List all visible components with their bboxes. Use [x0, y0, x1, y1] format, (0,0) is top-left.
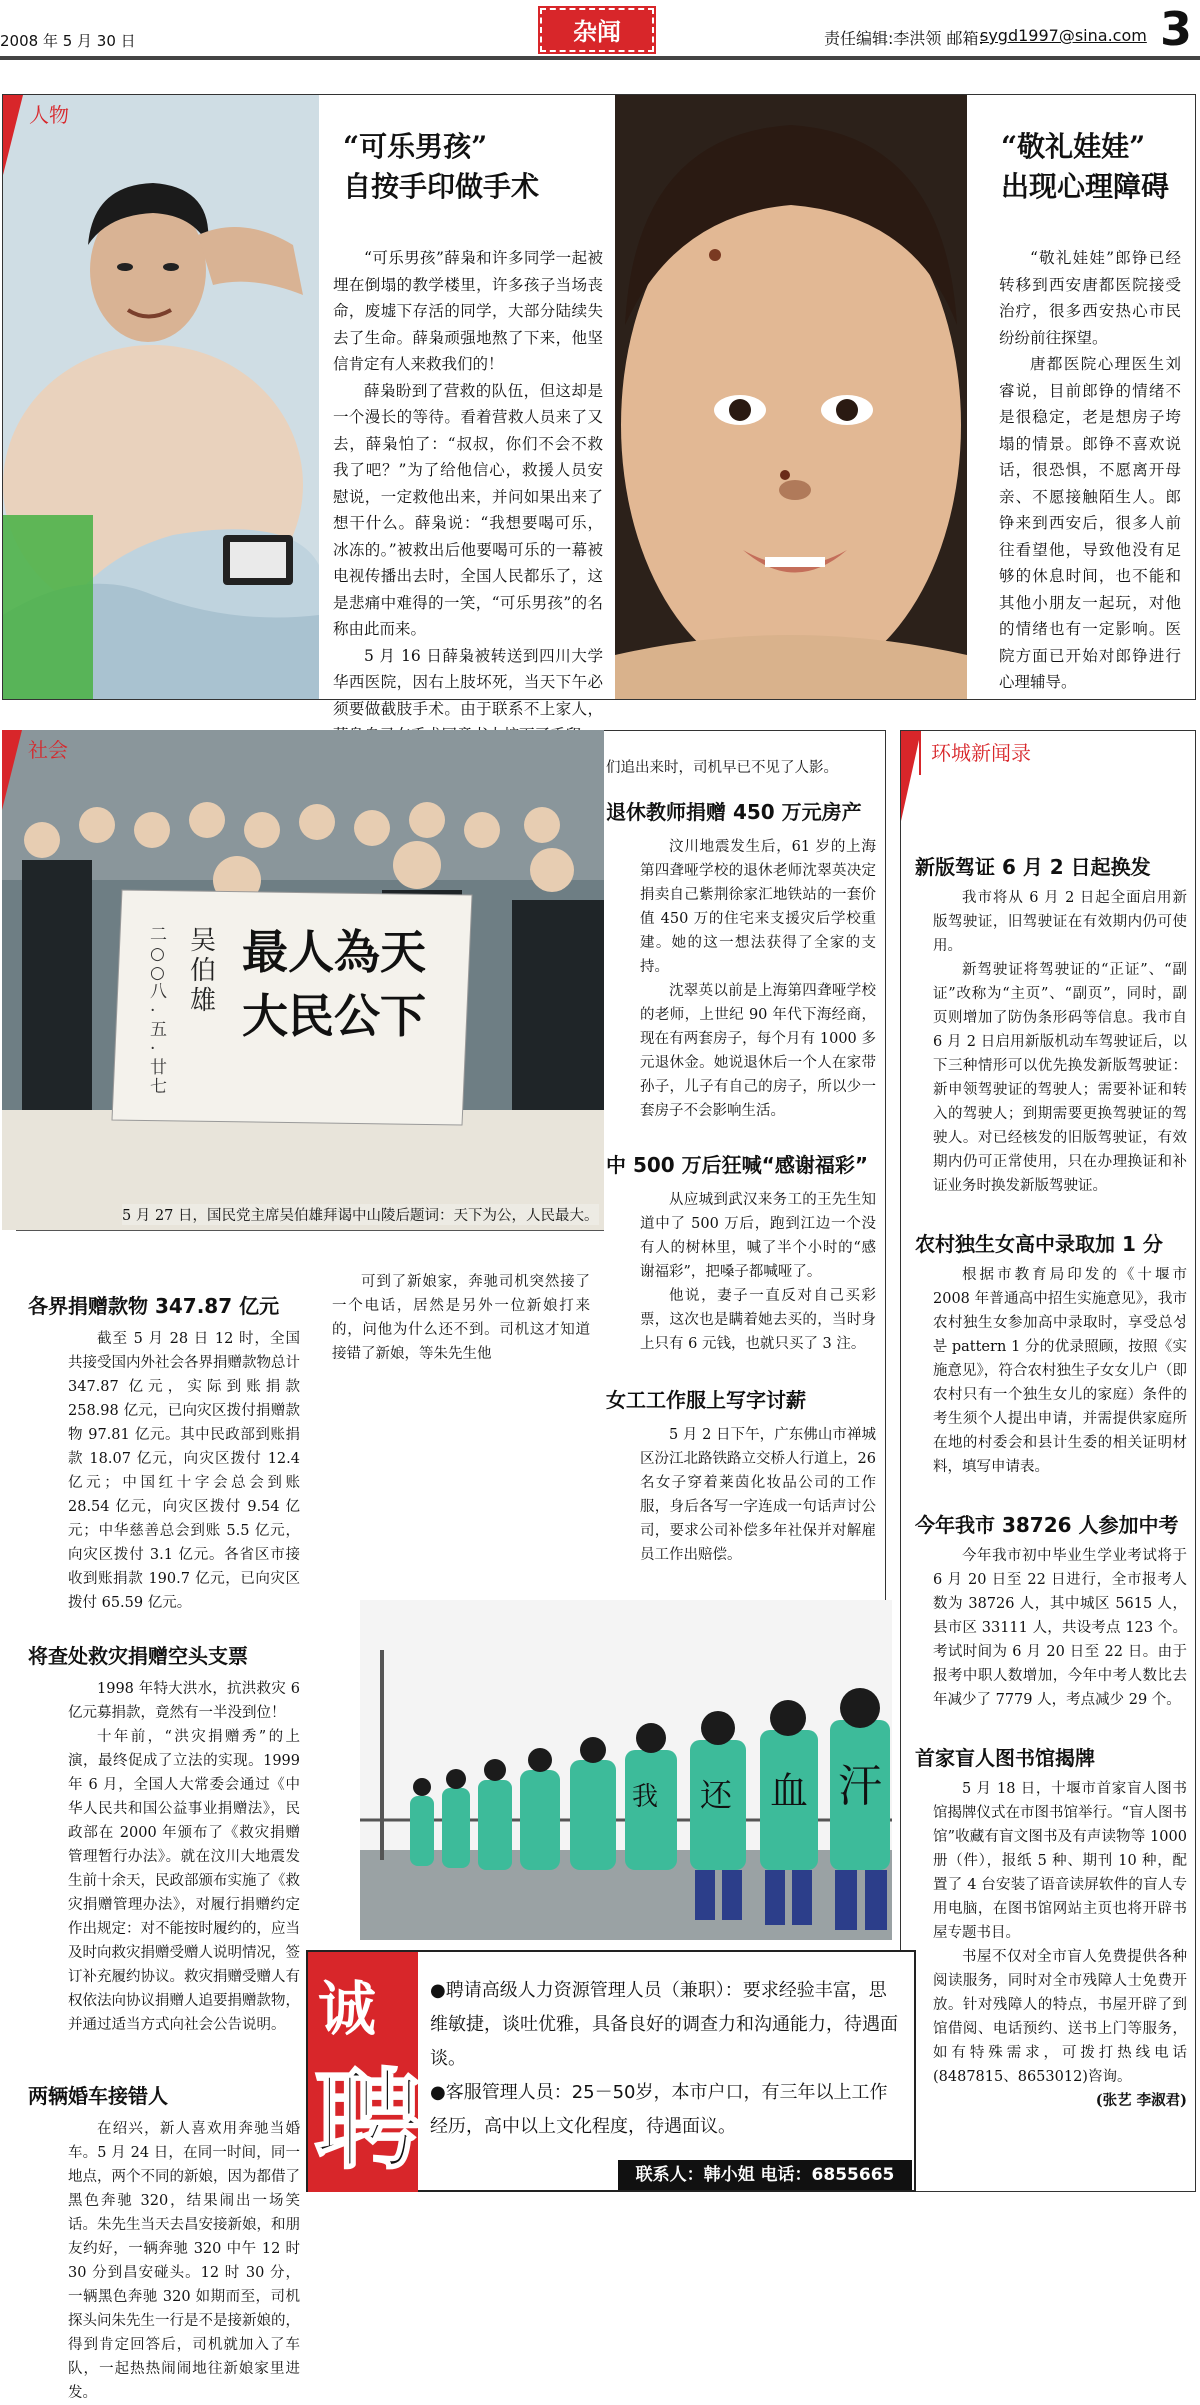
donation-article [28, 1290, 300, 1615]
salute-boy-title-2: 出现心理障碍 [1001, 170, 1170, 203]
salute-boy-p2: 唐都医院心理医生刘睿说，目前郎铮的情绪不是很稳定，老是想房子垮塌的情景。郎铮不喜欢说话，很恐惧，不愿离开母亲、不愿接触陌生人。郎铮来到西安后，很多人前往看望他，导致他没有足够的休息时间，也不能和其他小朋友一起玩，对他的情绪也有一定影响。医院方面已开始对郎铮进行心理辅导。 [999, 355, 1181, 691]
teacher-p1: 汶川地震发生后，61 岁的上海第四聋哑学校的退休老师沈翠英决定捐卖自己紫荆徐家汇地铁站的一套价值 450 万的住宅来支援灾后学校重建。她的这一想法获得了全家的支持。 [640, 839, 876, 975]
wedding-article [28, 2080, 300, 2401]
recruit-contact: 联系人：韩小姐 电话：6855665 [618, 2160, 912, 2190]
exam-p1: 今年我市初中毕业生学业考试将于 6 月 20 日至 22 日进行，全市报考人数为 38726 人，其中城区 5615 人，县市区 33111 人，共设考点 123 个。考试时间为 6 月 20 日至 22 日。由于报考中职人数增加，今年中考人数比去年减少了 7779 人，考点减少 29 个。 [933, 1548, 1187, 1708]
people-section [2, 94, 1196, 718]
girl-p1: 根据市教育局印发的《十堰市 2008 年普通高中招生实施意见》，我市农村独生女参加高中录取时，享受总성분 pattern 1 分的优录照顾，按照《实施意见》，符合农村独生子女女儿户（即农村只有一个独生女儿的家庭）条件的考生须个人提出申请，并需提供家庭所在地的村委会和县计生委的相关证明材料，填写申请表。 [933, 1267, 1187, 1475]
wedding-p1-start [68, 2117, 300, 2401]
society-separator [16, 1230, 604, 1231]
recruit-item-2: ●客服管理人员：25－50岁，本市户口，有三年以上工作经历，高中以上文化程度，待遇面议。 [430, 2082, 888, 2137]
donation-title: 各界捐赠款物 347.87 亿元 [28, 1294, 280, 1318]
checks-p2: 十年前，“洪灾捐赠秀”的上演，最终促成了立法的实现。1999 年 6 月，全国人大常委会通过《中华人民共和国公益事业捐赠法》，民政部在 2000 年颁布了《救灾捐赠管理暂行办法》。就在汶川大地震发生前十余天，民政部颁布实施了《救灾捐赠管理办法》，对履行捐赠约定作出规定：对不能按时履约的，应当及时向救灾捐赠受赠人说明情况，签订补充履约协议。救灾捐赠受赠人有权依法向协议捐赠人追要捐赠款物，并通过适当方式向社会公告说明。 [68, 1729, 300, 2033]
protest-char-4: 我 [632, 1782, 659, 1812]
calligraphy-caption: 5 月 27 日，国民党主席吴伯雄拜谒中山陵后题词：天下为公，人民最大。 [122, 1204, 599, 1225]
cola-boy-illustration [3, 95, 319, 699]
library-byline: (张艺 李淑君) [1095, 2092, 1187, 2109]
thanks-p2: 他说，妻子一直反对自己买彩票，这次也是瞒着她去买的，当时身上只有 6 元钱，也就只买了 3 注。 [640, 1288, 876, 1352]
city-tag-bar [919, 731, 921, 775]
checks-title: 将查处救灾捐赠空头支票 [28, 1644, 248, 1668]
girl-title: 农村独生女高中录取加 1 分 [915, 1232, 1163, 1256]
continued-top: 们追出来时，司机早已不见了人影。 [606, 760, 838, 776]
protest-char-3: 还 [700, 1776, 733, 1814]
salute-boy-article [981, 125, 1181, 696]
workclothes-p1: 5 月 2 日下午，广东佛山市禅城区汾江北路铁路立交桥人行道上，26 名女子穿着莱茵化妆品公司的工作服，身后各写一字连成一句话声讨公司，要求公司补偿多年社保并对解雇员工作出赔偿。 [640, 1427, 876, 1563]
protest-char-1: 汗 [838, 1761, 882, 1812]
city-articles [915, 851, 1187, 2110]
banner-line-1: 最人為天 [242, 925, 426, 979]
people-tag: 人物 [29, 103, 69, 127]
editor-email-link[interactable]: sygd1997@sina.com [980, 26, 1147, 45]
exam-title: 今年我市 38726 人参加中考 [915, 1513, 1179, 1537]
editor-line: 责任编辑:李洪领 邮箱: [824, 29, 984, 48]
banner-signature: 吴伯雄 [190, 926, 217, 1016]
cola-boy-title-1: “可乐男孩” [343, 130, 488, 163]
salute-boy-photo [615, 95, 967, 699]
banner-calligraphy [242, 920, 442, 1048]
wedding-title: 两辆婚车接错人 [28, 2084, 168, 2108]
thanks-p1: 从应城到武汉来务工的王先生知道中了 500 万后，跑到江边一个没有人的树林里，喊了半个小时的“感谢福彩”，把嗓子都喊哑了。 [640, 1192, 876, 1280]
library-p1: 5 月 18 日，十堰市首家盲人图书馆揭牌仪式在市图书馆举行。“盲人图书馆”收藏有盲文图书及有声读物等 1000 册（件），报纸 5 种、期刊 10 种，配置了 4 台安装了语音读屏软件的盲人专用电脑，在图书馆网站主页也将开辟书屋专题书目。 [933, 1781, 1187, 1941]
donation-p1: 截至 5 月 28 日 12 时，全国共接受国内外社会各界捐赠款物总计 347.87 亿元，实际到账捐款 258.98 亿元，已向灾区拨付捐赠款物 97.81 亿元。其中民政部到账捐款 18.07 亿元，向灾区拨付 12.4 亿元；中国红十字会总会到账 28.54 亿元，向灾区拨付 9.54 亿元；中华慈善总会到账 5.5 亿元，向灾区拨付 3.1 亿元。各省区市接收到账捐款 190.7 亿元，已向灾区拨付 65.59 亿元。 [68, 1331, 300, 1611]
thanks-title: 中 500 万后狂喊“感谢福彩” [606, 1153, 868, 1177]
cola-boy-photo [3, 95, 319, 699]
recruit-char-1: 诚 [318, 1975, 377, 2043]
teacher-p2: 沈翠英以前是上海第四聋哑学校的老师，上世纪 90 年代下海经商，现在有两套房子，每个月有 1000 多元退休金。她说退休后一个人在家带孙子，儿子有自己的房子，所以少一套房子不会影响生活。 [640, 983, 876, 1119]
recruit-ad [306, 1950, 916, 2192]
cola-boy-p3: 5 月 16 日薛枭被转送到四川大学华西医院，因右上肢坏死，当天下午必须要做截肢手术。由于联系不上家人， [333, 646, 603, 718]
city-tag: 环城新闻录 [931, 741, 1031, 765]
checks-article [28, 1640, 300, 2037]
banner-date-mark: 二○○八·五·廿七 [150, 925, 167, 1097]
workclothes-title: 女工工作服上写字讨薪 [606, 1388, 806, 1412]
cola-boy-p1: “可乐男孩”薛枭和许多同学一起被埋在倒塌的教学楼里，许多孩子当场丧命，废墟下存活的同学，大部分陆续失去了生命。薛枭顽强地熬了下来，他坚信肯定有人来救我们的！ [333, 249, 603, 373]
calligraphy-photo [2, 730, 604, 1230]
protest-char-2: 血 [770, 1769, 809, 1813]
wedding-continued-column [332, 1270, 590, 1366]
society-tag: 社会 [28, 738, 68, 762]
page-header [0, 0, 1200, 62]
section-tab: 杂闻 [540, 8, 654, 52]
issue-date: 2008 年 5 月 30 日 [0, 32, 136, 50]
salute-boy-illustration [615, 95, 967, 699]
recruit-items [430, 1974, 904, 2144]
checks-p1: 1998 年特大洪水，抗洪救灾 6 亿元募捐款，竟然有一半没到位！ [68, 1681, 300, 1721]
city-tag-marker [901, 731, 921, 821]
salute-boy-title-1: “敬礼娃娃” [1001, 130, 1146, 163]
page-number: 3 [1160, 2, 1193, 56]
banner-line-2: 大民公下 [242, 989, 426, 1043]
teacher-title: 退休教师捐赠 450 万元房产 [606, 800, 862, 824]
wedding-p1: 在绍兴，新人喜欢用奔驰当婚车。5 月 24 日，在同一时间，同一地点，两个不同的新娘，因为都借了黑色奔驰 320，结果闹出一场笑话。朱先生当天去昌安接新娘，和朋友约好，一辆奔驰 320 中午 12 时 30 分到昌安碰头。12 时 30 分，一辆黑色奔驰 320 如期而至，司机探头问朱先生一行是不是接新娘的，得到肯定回答后，司机就加入了车队，一起热热闹闹地往新娘家里进发。 [68, 2121, 300, 2401]
library-p2: 书屋不仅对全市盲人免费提供各种阅读服务，同时对全市残障人士免费开放。针对残障人的特点，书屋开辟了到馆借阅、电话预约、送书上门等服务，如有特殊需求，可拨打热线电话(8487815、8653012)咨询。 [933, 1949, 1187, 2085]
wedding-p2: 可到了新娘家，奔驰司机突然接了一个电话，居然是另外一位新娘打来的，问他为什么还不到。司机这才知道接错了新娘，等朱先生他 [332, 1274, 590, 1362]
protest-photo [360, 1600, 892, 1940]
cola-boy-title-2: 自按手印做手术 [343, 170, 540, 203]
header-rule [0, 56, 1200, 60]
library-title: 首家盲人图书馆揭牌 [915, 1746, 1095, 1770]
city-news-section [900, 730, 1196, 2192]
license-p1: 我市将从 6 月 2 日起全面启用新版驾驶证，旧驾驶证在有效期内仍可使用。 [933, 890, 1187, 954]
society-middle-column [606, 756, 876, 1567]
recruit-item-1: ●聘请高级人力资源管理人员（兼职）：要求经验丰富，思维敏捷，谈吐优雅，具备良好的调查力和沟通能力，待遇面谈。 [430, 1980, 898, 2069]
salute-boy-p1: “敬礼娃娃”郎铮已经转移到西安唐都医院接受治疗，很多西安热心市民纷纷前往探望。 [999, 249, 1181, 347]
license-title: 新版驾证 6 月 2 日起换发 [915, 855, 1151, 879]
cola-boy-article [333, 125, 603, 749]
protest-illustration [360, 1600, 892, 1940]
license-p2: 新驾驶证将驾驶证的“正证”、“副证”改称为“主页”、“副页”，同时，副页则增加了防伪条形码等信息。我市自 6 月 2 日启用新版机动车驾驶证后，以下三种情形可以优先换发新版驾驶证：新申领驾驶证的驾驶人；需要补证和转入的驾驶人；到期需要更换驾驶证的驾驶人。对已经核发的旧版驾驶证，有效期内仍可正常使用，只在办理换证和补证业务时换发新版驾驶证。 [933, 962, 1187, 1194]
cola-boy-p2: 薛枭盼到了营救的队伍，但这却是一个漫长的等待。看着营救人员来了又去，薛枭怕了：“叔叔，你们不会不救我了吧？”为了给他信心，救援人员安慰说，一定救他出来，并问如果出来了想干什么。薛枭说：“我想要喝可乐，冰冻的。”被救出后他要喝可乐的一幕被电视传播出去时，全国人民都乐了，这是悲痛中难得的一笑，“可乐男孩”的名称由此而来。 [333, 381, 603, 638]
recruit-char-2: 聘 [314, 2058, 423, 2184]
